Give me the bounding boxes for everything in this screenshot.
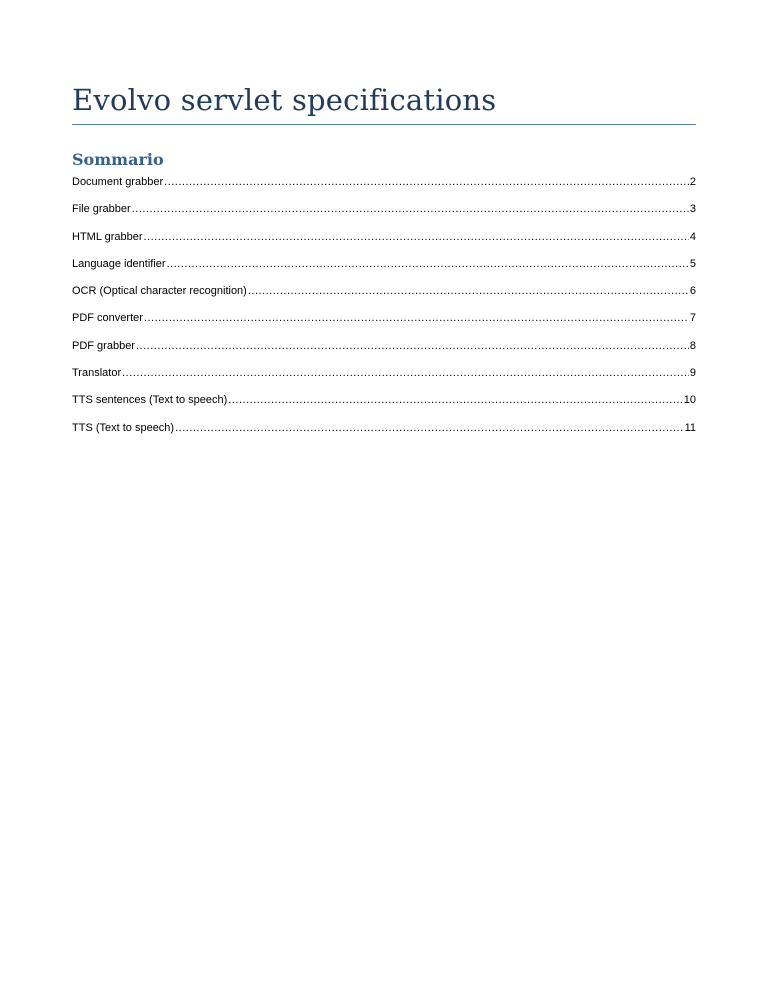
toc-dot-leader bbox=[164, 172, 689, 192]
toc-entry-label: PDF converter bbox=[72, 312, 143, 325]
toc-entry-page: 10 bbox=[683, 394, 696, 407]
toc-heading: Sommario bbox=[72, 150, 164, 169]
toc-entry-ocr[interactable] bbox=[72, 281, 696, 308]
toc-entry-pdf-converter[interactable] bbox=[72, 308, 696, 335]
toc-entry-tts-sentences[interactable] bbox=[72, 390, 696, 417]
toc-entry-translator[interactable] bbox=[72, 363, 696, 390]
toc-dot-leader bbox=[228, 390, 682, 410]
document-title: Evolvo servlet specifications bbox=[72, 83, 497, 117]
toc-entry-language-identifier[interactable] bbox=[72, 254, 696, 281]
toc-dot-leader bbox=[248, 281, 689, 301]
toc-entry-pdf-grabber[interactable] bbox=[72, 336, 696, 363]
toc-entry-html-grabber[interactable] bbox=[72, 227, 696, 254]
toc-entry-page: 8 bbox=[689, 339, 696, 352]
toc-entry-label: OCR (Optical character recognition) bbox=[72, 285, 247, 298]
toc-entry-label: PDF grabber bbox=[72, 339, 135, 352]
toc-dot-leader bbox=[144, 227, 689, 247]
toc-entry-page: 6 bbox=[689, 285, 696, 298]
toc-entry-page: 3 bbox=[689, 203, 696, 216]
toc-entry-label: TTS sentences (Text to speech) bbox=[72, 394, 228, 407]
toc-entry-document-grabber[interactable] bbox=[72, 172, 696, 199]
toc-entry-file-grabber[interactable] bbox=[72, 199, 696, 226]
toc-entry-page: 2 bbox=[689, 176, 696, 188]
toc-entry-page: 4 bbox=[689, 230, 696, 243]
toc-entry-label: HTML grabber bbox=[72, 230, 143, 243]
toc-entry-page: 5 bbox=[689, 257, 696, 270]
toc-entry-page: 9 bbox=[689, 367, 696, 380]
toc-entry-label: Translator bbox=[72, 367, 122, 380]
title-divider bbox=[72, 124, 696, 125]
toc-entry-label: File grabber bbox=[72, 203, 131, 216]
toc-entry-label: Document grabber bbox=[72, 176, 164, 188]
toc-entry-label: Language identifier bbox=[72, 257, 166, 270]
toc-entry-label: TTS (Text to speech) bbox=[72, 421, 175, 434]
toc-entry-page: 11 bbox=[684, 421, 696, 434]
toc-dot-leader bbox=[132, 199, 689, 219]
table-of-contents bbox=[72, 172, 696, 445]
toc-dot-leader bbox=[136, 336, 689, 356]
toc-dot-leader bbox=[167, 254, 689, 274]
toc-entry-page: 7 bbox=[689, 312, 696, 325]
toc-entry-tts[interactable] bbox=[72, 418, 696, 445]
toc-dot-leader bbox=[175, 418, 683, 438]
toc-dot-leader bbox=[144, 308, 689, 328]
toc-dot-leader bbox=[122, 363, 689, 383]
